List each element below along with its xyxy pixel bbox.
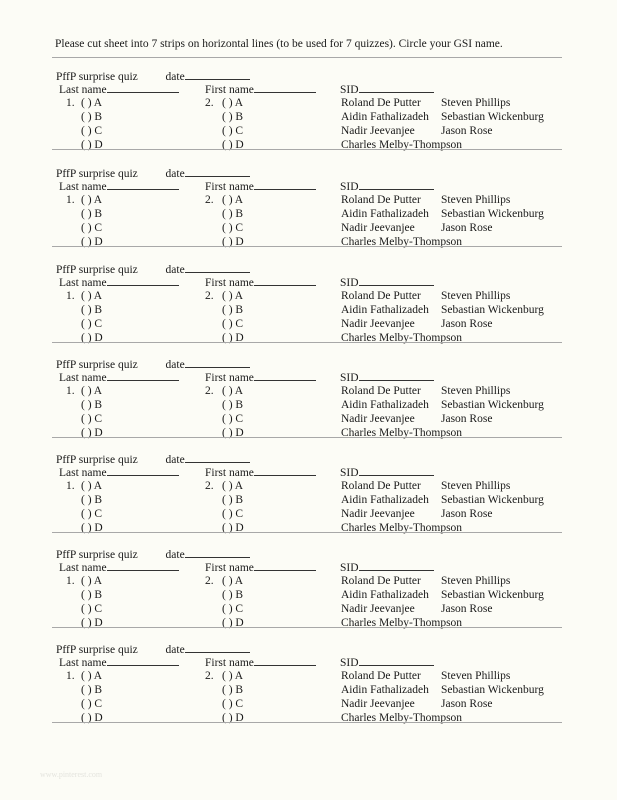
gsi-charles-melby-thompson[interactable]: Charles Melby-Thompson (341, 427, 463, 439)
top-cut-line (52, 57, 562, 58)
gsi-jason-rose[interactable]: Jason Rose (441, 698, 493, 710)
sid-blank[interactable] (359, 83, 434, 93)
q1-option-a[interactable]: ( ) A (81, 575, 103, 587)
q1-option-d[interactable]: ( ) D (81, 427, 103, 439)
sid-row (340, 466, 434, 479)
quiz-strip (0, 539, 617, 635)
q2-number: 2. (205, 290, 214, 302)
sid-label: SID (340, 84, 359, 96)
gsi-aidin-fathalizadeh[interactable]: Aidin Fathalizadeh (341, 111, 429, 123)
quiz-title: PffP surprise quiz (56, 454, 138, 466)
gsi-aidin-fathalizadeh[interactable]: Aidin Fathalizadeh (341, 304, 429, 316)
q1-option-d[interactable]: ( ) D (81, 522, 103, 534)
q1-option-d[interactable]: ( ) D (81, 332, 103, 344)
gsi-sebastian-wickenburg[interactable]: Sebastian Wickenburg (441, 111, 544, 123)
q2-option-c[interactable]: ( ) C (222, 413, 244, 425)
sid-row (340, 83, 434, 96)
gsi-aidin-fathalizadeh[interactable]: Aidin Fathalizadeh (341, 208, 429, 220)
gsi-roland-de-putter[interactable]: Roland De Putter (341, 194, 421, 206)
gsi-aidin-fathalizadeh[interactable]: Aidin Fathalizadeh (341, 494, 429, 506)
last-name-row (59, 276, 179, 289)
q1-option-b[interactable]: ( ) B (81, 494, 103, 506)
first-name-blank[interactable] (254, 83, 316, 93)
q1-option-c[interactable]: ( ) C (81, 508, 103, 520)
q2-option-d[interactable]: ( ) D (222, 712, 244, 724)
sid-row (340, 656, 434, 669)
q2-option-c[interactable]: ( ) C (222, 318, 244, 330)
gsi-sebastian-wickenburg[interactable]: Sebastian Wickenburg (441, 208, 544, 220)
sid-label: SID (340, 657, 359, 669)
first-name-blank[interactable] (254, 180, 316, 190)
quiz-title-row (56, 643, 250, 656)
date-label: date (165, 264, 185, 276)
gsi-aidin-fathalizadeh[interactable]: Aidin Fathalizadeh (341, 589, 429, 601)
q2-number: 2. (205, 670, 214, 682)
last-name-label: Last name (59, 657, 107, 669)
q1-option-b[interactable]: ( ) B (81, 684, 103, 696)
last-name-blank[interactable] (107, 466, 179, 476)
q1-number: 1. (66, 97, 75, 109)
gsi-sebastian-wickenburg[interactable]: Sebastian Wickenburg (441, 304, 544, 316)
gsi-nadir-jeevanjee[interactable]: Nadir Jeevanjee (341, 318, 415, 330)
gsi-roland-de-putter[interactable]: Roland De Putter (341, 290, 421, 302)
last-name-label: Last name (59, 277, 107, 289)
first-name-row (205, 561, 316, 574)
first-name-label: First name (205, 657, 254, 669)
q1-number: 1. (66, 480, 75, 492)
cut-line (52, 342, 562, 343)
first-name-label: First name (205, 372, 254, 384)
gsi-charles-melby-thompson[interactable]: Charles Melby-Thompson (341, 617, 463, 629)
last-name-row (59, 371, 179, 384)
q2-option-a[interactable]: ( ) A (222, 385, 244, 397)
gsi-sebastian-wickenburg[interactable]: Sebastian Wickenburg (441, 399, 544, 411)
last-name-blank[interactable] (107, 656, 179, 666)
gsi-steven-phillips[interactable]: Steven Phillips (441, 480, 511, 492)
q1-number: 1. (66, 194, 75, 206)
sid-label: SID (340, 562, 359, 574)
gsi-roland-de-putter[interactable]: Roland De Putter (341, 385, 421, 397)
q2-option-b[interactable]: ( ) B (222, 399, 244, 411)
last-name-label: Last name (59, 562, 107, 574)
quiz-title-row (56, 548, 250, 561)
q1-option-a[interactable]: ( ) A (81, 385, 103, 397)
q1-option-a[interactable]: ( ) A (81, 97, 103, 109)
quiz-title: PffP surprise quiz (56, 71, 138, 83)
q1-option-d[interactable]: ( ) D (81, 236, 103, 248)
q1-option-b[interactable]: ( ) B (81, 111, 103, 123)
q1-option-c[interactable]: ( ) C (81, 222, 103, 234)
gsi-roland-de-putter[interactable]: Roland De Putter (341, 480, 421, 492)
gsi-jason-rose[interactable]: Jason Rose (441, 603, 493, 615)
cut-line (52, 246, 562, 247)
first-name-row (205, 83, 316, 96)
gsi-roland-de-putter[interactable]: Roland De Putter (341, 670, 421, 682)
gsi-steven-phillips[interactable]: Steven Phillips (441, 575, 511, 587)
gsi-aidin-fathalizadeh[interactable]: Aidin Fathalizadeh (341, 684, 429, 696)
first-name-blank[interactable] (254, 656, 316, 666)
first-name-label: First name (205, 84, 254, 96)
q2-option-c[interactable]: ( ) C (222, 222, 244, 234)
gsi-charles-melby-thompson[interactable]: Charles Melby-Thompson (341, 712, 463, 724)
last-name-blank[interactable] (107, 180, 179, 190)
sid-row (340, 561, 434, 574)
q1-number: 1. (66, 385, 75, 397)
watermark: www.pinterest.com (40, 770, 103, 779)
gsi-charles-melby-thompson[interactable]: Charles Melby-Thompson (341, 236, 463, 248)
q1-option-a[interactable]: ( ) A (81, 670, 103, 682)
q1-option-a[interactable]: ( ) A (81, 194, 103, 206)
sid-label: SID (340, 372, 359, 384)
q2-option-a[interactable]: ( ) A (222, 194, 244, 206)
sid-blank[interactable] (359, 656, 434, 666)
last-name-label: Last name (59, 84, 107, 96)
last-name-label: Last name (59, 467, 107, 479)
gsi-nadir-jeevanjee[interactable]: Nadir Jeevanjee (341, 125, 415, 137)
date-label: date (165, 359, 185, 371)
first-name-blank[interactable] (254, 466, 316, 476)
gsi-jason-rose[interactable]: Jason Rose (441, 318, 493, 330)
q2-option-d[interactable]: ( ) D (222, 522, 244, 534)
last-name-row (59, 83, 179, 96)
date-blank[interactable] (185, 643, 250, 653)
q2-number: 2. (205, 194, 214, 206)
q1-option-b[interactable]: ( ) B (81, 304, 103, 316)
q2-option-d[interactable]: ( ) D (222, 236, 244, 248)
date-blank[interactable] (185, 453, 250, 463)
first-name-row (205, 656, 316, 669)
first-name-row (205, 180, 316, 193)
gsi-steven-phillips[interactable]: Steven Phillips (441, 670, 511, 682)
sid-label: SID (340, 181, 359, 193)
q2-option-b[interactable]: ( ) B (222, 684, 244, 696)
quiz-strip (0, 254, 617, 350)
last-name-label: Last name (59, 181, 107, 193)
date-label: date (165, 168, 185, 180)
q1-option-b[interactable]: ( ) B (81, 399, 103, 411)
first-name-row (205, 466, 316, 479)
quiz-title-row (56, 453, 250, 466)
gsi-sebastian-wickenburg[interactable]: Sebastian Wickenburg (441, 589, 544, 601)
q2-option-d[interactable]: ( ) D (222, 427, 244, 439)
last-name-row (59, 656, 179, 669)
gsi-nadir-jeevanjee[interactable]: Nadir Jeevanjee (341, 698, 415, 710)
last-name-label: Last name (59, 372, 107, 384)
gsi-jason-rose[interactable]: Jason Rose (441, 222, 493, 234)
gsi-steven-phillips[interactable]: Steven Phillips (441, 194, 511, 206)
q1-option-b[interactable]: ( ) B (81, 589, 103, 601)
gsi-charles-melby-thompson[interactable]: Charles Melby-Thompson (341, 522, 463, 534)
q1-option-b[interactable]: ( ) B (81, 208, 103, 220)
gsi-nadir-jeevanjee[interactable]: Nadir Jeevanjee (341, 508, 415, 520)
gsi-nadir-jeevanjee[interactable]: Nadir Jeevanjee (341, 222, 415, 234)
q1-option-d[interactable]: ( ) D (81, 712, 103, 724)
sid-blank[interactable] (359, 371, 434, 381)
gsi-jason-rose[interactable]: Jason Rose (441, 413, 493, 425)
q1-option-c[interactable]: ( ) C (81, 603, 103, 615)
gsi-sebastian-wickenburg[interactable]: Sebastian Wickenburg (441, 684, 544, 696)
first-name-blank[interactable] (254, 371, 316, 381)
date-blank[interactable] (185, 263, 250, 273)
q1-option-a[interactable]: ( ) A (81, 290, 103, 302)
q1-option-a[interactable]: ( ) A (81, 480, 103, 492)
sid-row (340, 371, 434, 384)
q2-option-a[interactable]: ( ) A (222, 97, 244, 109)
quiz-title-row (56, 358, 250, 371)
sid-row (340, 180, 434, 193)
cut-line (52, 532, 562, 533)
q2-option-b[interactable]: ( ) B (222, 208, 244, 220)
q2-option-d[interactable]: ( ) D (222, 139, 244, 151)
gsi-nadir-jeevanjee[interactable]: Nadir Jeevanjee (341, 413, 415, 425)
gsi-aidin-fathalizadeh[interactable]: Aidin Fathalizadeh (341, 399, 429, 411)
first-name-row (205, 276, 316, 289)
q2-number: 2. (205, 480, 214, 492)
q1-option-d[interactable]: ( ) D (81, 139, 103, 151)
last-name-row (59, 561, 179, 574)
last-name-blank[interactable] (107, 371, 179, 381)
date-blank[interactable] (185, 548, 250, 558)
cut-line (52, 627, 562, 628)
quiz-strip (0, 61, 617, 157)
first-name-blank[interactable] (254, 561, 316, 571)
q2-option-c[interactable]: ( ) C (222, 508, 244, 520)
gsi-steven-phillips[interactable]: Steven Phillips (441, 290, 511, 302)
date-label: date (165, 644, 185, 656)
last-name-row (59, 466, 179, 479)
q2-option-b[interactable]: ( ) B (222, 589, 244, 601)
sid-row (340, 276, 434, 289)
q2-option-b[interactable]: ( ) B (222, 111, 244, 123)
quiz-title-row (56, 167, 250, 180)
q1-number: 1. (66, 575, 75, 587)
date-label: date (165, 71, 185, 83)
date-blank[interactable] (185, 358, 250, 368)
first-name-label: First name (205, 277, 254, 289)
q2-option-d[interactable]: ( ) D (222, 617, 244, 629)
sid-blank[interactable] (359, 466, 434, 476)
q1-number: 1. (66, 670, 75, 682)
quiz-title: PffP surprise quiz (56, 359, 138, 371)
gsi-roland-de-putter[interactable]: Roland De Putter (341, 97, 421, 109)
cut-line (52, 149, 562, 150)
quiz-title: PffP surprise quiz (56, 264, 138, 276)
q2-option-b[interactable]: ( ) B (222, 494, 244, 506)
q1-option-c[interactable]: ( ) C (81, 413, 103, 425)
q2-option-a[interactable]: ( ) A (222, 480, 244, 492)
q2-option-c[interactable]: ( ) C (222, 125, 244, 137)
gsi-charles-melby-thompson[interactable]: Charles Melby-Thompson (341, 332, 463, 344)
q2-number: 2. (205, 97, 214, 109)
sid-blank[interactable] (359, 276, 434, 286)
q1-option-c[interactable]: ( ) C (81, 125, 103, 137)
date-blank[interactable] (185, 167, 250, 177)
q1-number: 1. (66, 290, 75, 302)
instructions: Please cut sheet into 7 strips on horizontal lines (to be used for 7 quizzes). Circle your GSI name. (55, 38, 503, 50)
gsi-sebastian-wickenburg[interactable]: Sebastian Wickenburg (441, 494, 544, 506)
first-name-row (205, 371, 316, 384)
gsi-charles-melby-thompson[interactable]: Charles Melby-Thompson (341, 139, 463, 151)
quiz-title-row (56, 70, 250, 83)
gsi-jason-rose[interactable]: Jason Rose (441, 508, 493, 520)
date-label: date (165, 549, 185, 561)
first-name-label: First name (205, 467, 254, 479)
q2-number: 2. (205, 385, 214, 397)
gsi-steven-phillips[interactable]: Steven Phillips (441, 97, 511, 109)
quiz-strip (0, 444, 617, 540)
q2-option-b[interactable]: ( ) B (222, 304, 244, 316)
q2-option-a[interactable]: ( ) A (222, 290, 244, 302)
quiz-title: PffP surprise quiz (56, 644, 138, 656)
quiz-strip (0, 158, 617, 254)
sid-blank[interactable] (359, 180, 434, 190)
quiz-title: PffP surprise quiz (56, 549, 138, 561)
q2-option-d[interactable]: ( ) D (222, 332, 244, 344)
quiz-title: PffP surprise quiz (56, 168, 138, 180)
gsi-roland-de-putter[interactable]: Roland De Putter (341, 575, 421, 587)
q1-option-c[interactable]: ( ) C (81, 698, 103, 710)
date-label: date (165, 454, 185, 466)
last-name-blank[interactable] (107, 561, 179, 571)
sid-label: SID (340, 467, 359, 479)
cut-line (52, 722, 562, 723)
q2-option-a[interactable]: ( ) A (222, 670, 244, 682)
last-name-blank[interactable] (107, 83, 179, 93)
sid-label: SID (340, 277, 359, 289)
cut-line (52, 437, 562, 438)
sid-blank[interactable] (359, 561, 434, 571)
quiz-title-row (56, 263, 250, 276)
q2-option-c[interactable]: ( ) C (222, 698, 244, 710)
q1-option-c[interactable]: ( ) C (81, 318, 103, 330)
last-name-blank[interactable] (107, 276, 179, 286)
q1-option-d[interactable]: ( ) D (81, 617, 103, 629)
first-name-blank[interactable] (254, 276, 316, 286)
date-blank[interactable] (185, 70, 250, 80)
gsi-steven-phillips[interactable]: Steven Phillips (441, 385, 511, 397)
q2-option-c[interactable]: ( ) C (222, 603, 244, 615)
quiz-strip (0, 349, 617, 445)
q2-number: 2. (205, 575, 214, 587)
last-name-row (59, 180, 179, 193)
gsi-nadir-jeevanjee[interactable]: Nadir Jeevanjee (341, 603, 415, 615)
q2-option-a[interactable]: ( ) A (222, 575, 244, 587)
first-name-label: First name (205, 562, 254, 574)
gsi-jason-rose[interactable]: Jason Rose (441, 125, 493, 137)
quiz-strip (0, 634, 617, 730)
first-name-label: First name (205, 181, 254, 193)
